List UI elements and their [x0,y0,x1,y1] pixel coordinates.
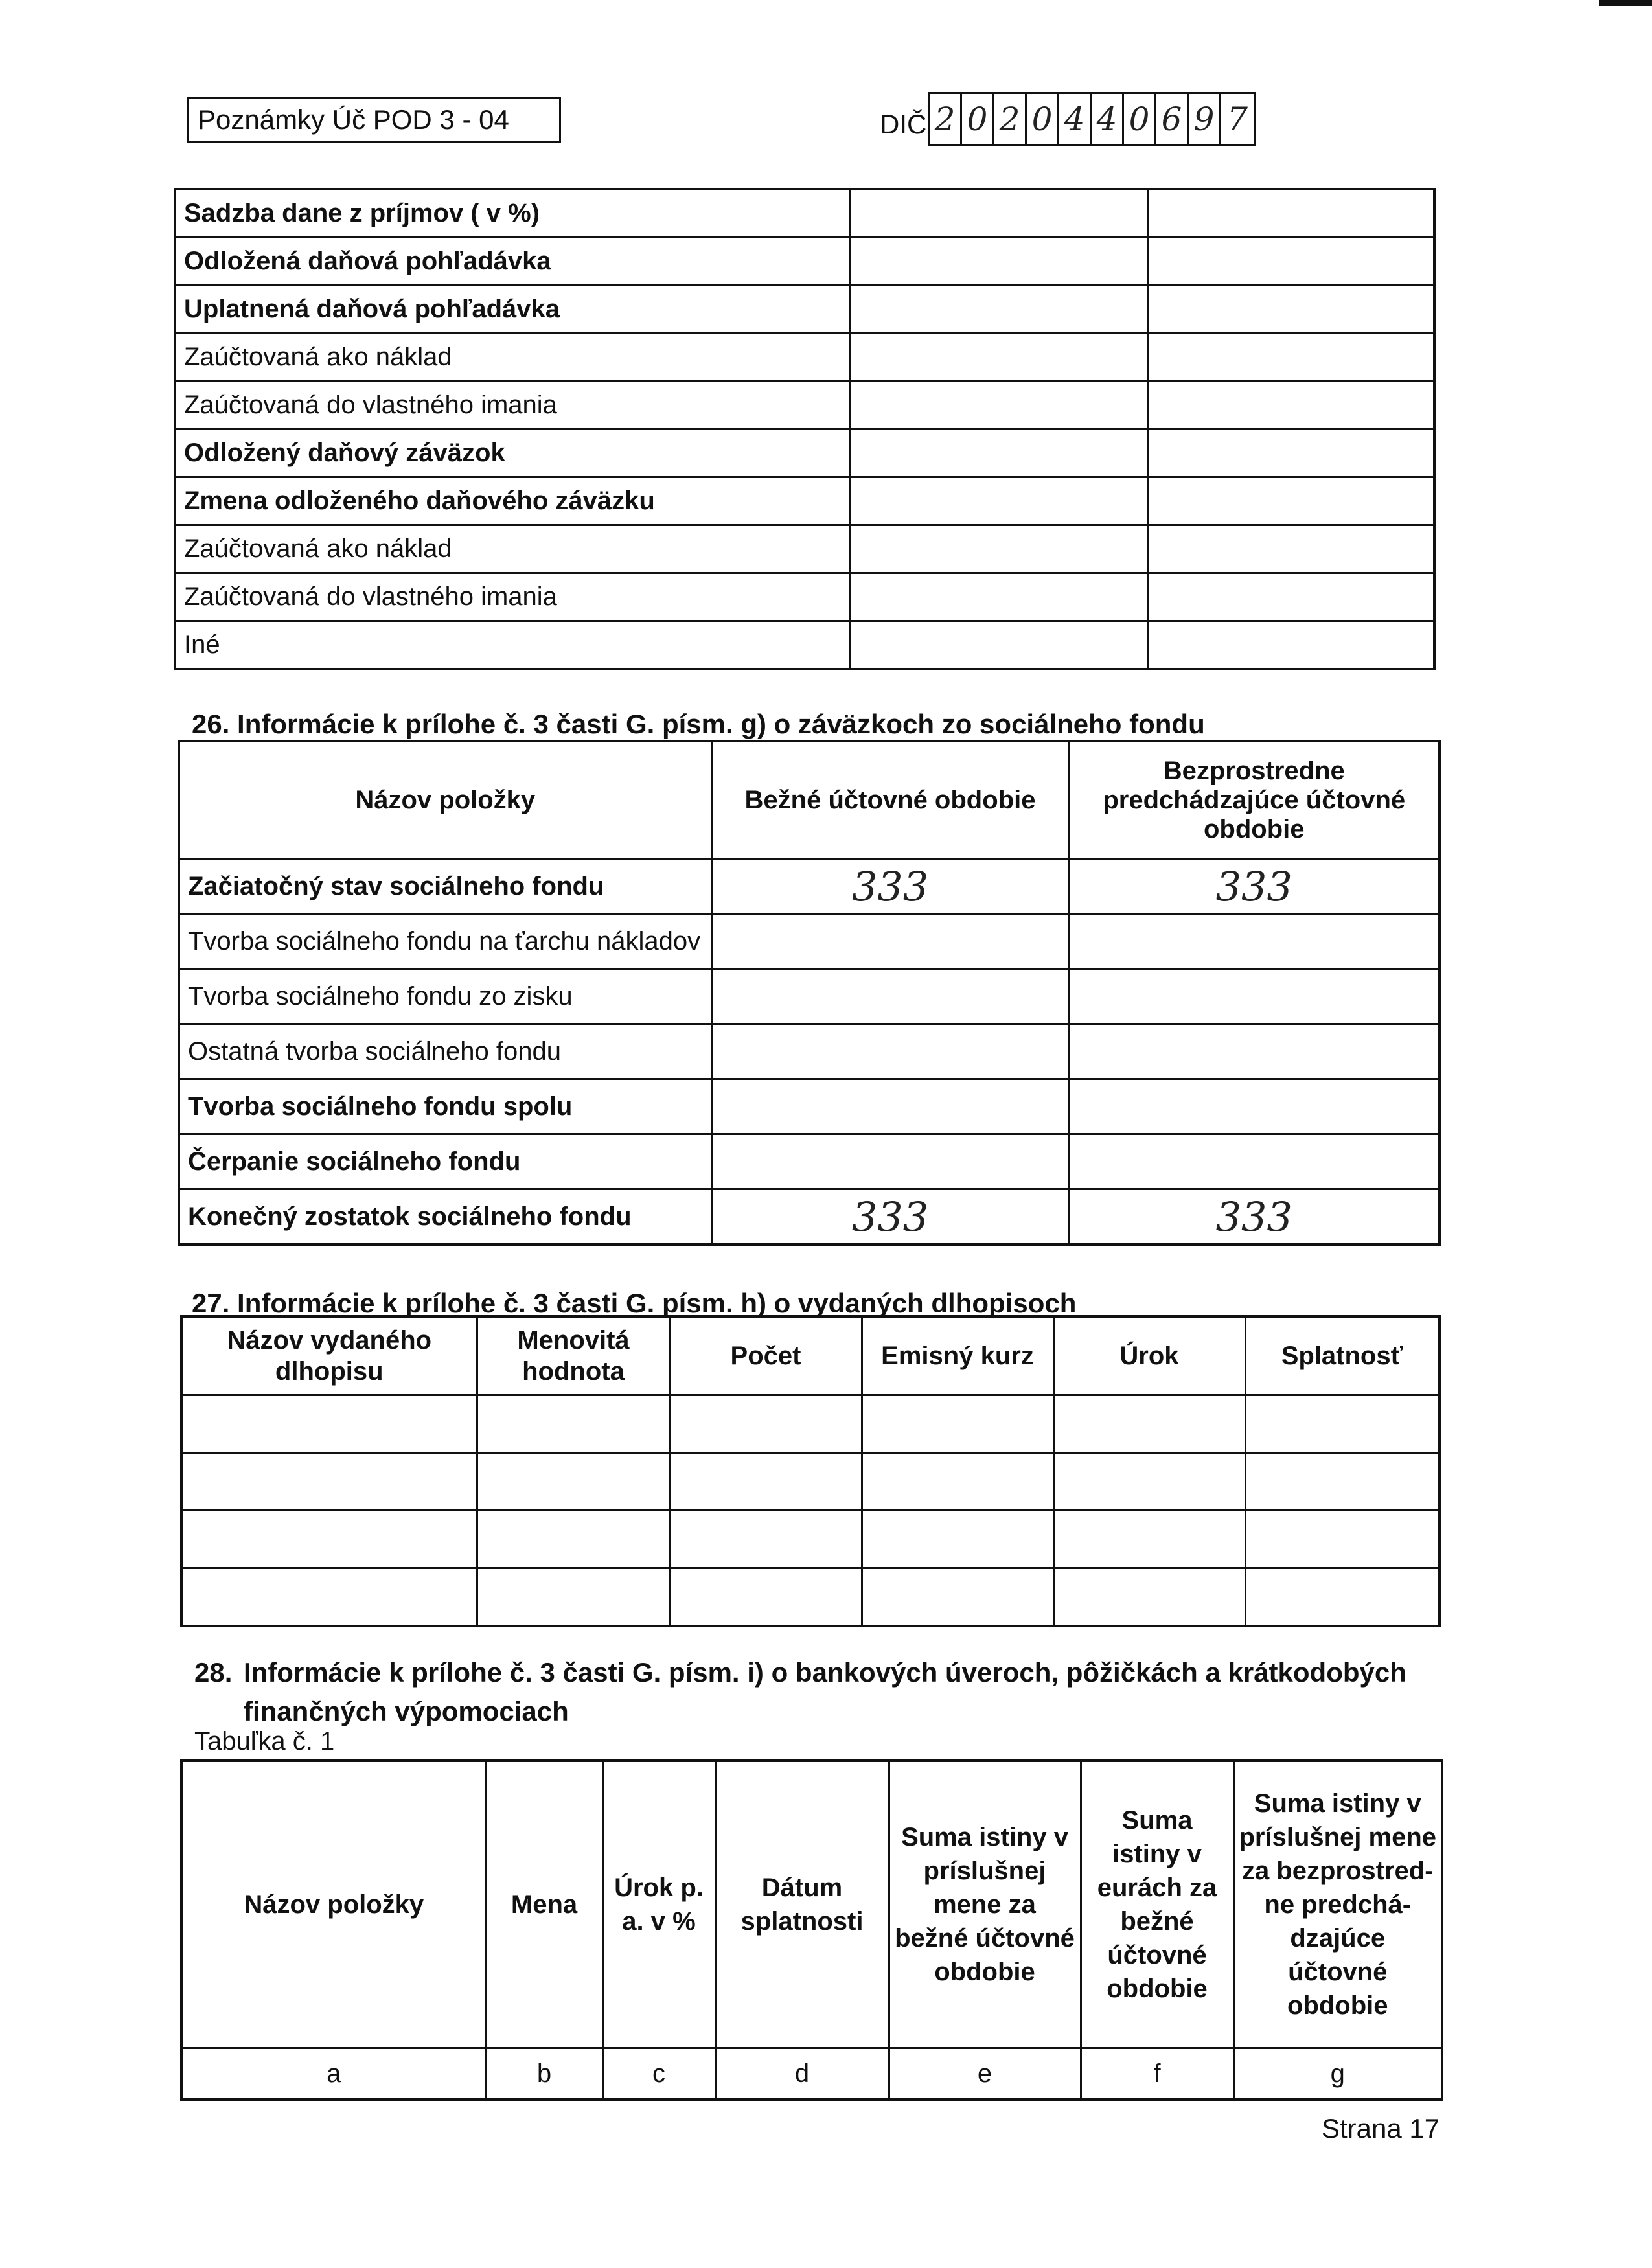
table-cell[interactable] [181,1395,477,1453]
value-cell-previous[interactable] [1148,525,1434,573]
table-row [179,1134,1440,1189]
section-title-line: Informácie k prílohe č. 3 časti G. písm. i) o bankových úveroch, pôžičkách a krátkodobých [244,1657,1406,1688]
value-cell-previous[interactable] [1148,621,1434,670]
table-row [175,286,1434,334]
table-row [181,1568,1440,1627]
row-label: Iné [175,621,850,670]
section-28-title [194,1653,1432,1731]
row-label: Odložený daňový záväzok [175,430,850,477]
column-letter: c [602,2048,715,2100]
column-header: Emisný kurz [862,1316,1053,1395]
table-cell[interactable] [1053,1568,1245,1627]
column-header: Názov položky [181,1761,486,2048]
row-label: Odložená daňová pohľadávka [175,238,850,286]
value-cell-current[interactable] [850,189,1148,238]
deferred-tax-table [174,188,1436,670]
row-label: Zaúčtovaná do vlastného imania [175,382,850,430]
value-cell-current[interactable] [850,621,1148,670]
row-label: Zaúčtovaná ako náklad [175,334,850,382]
column-letter: g [1233,2048,1442,2100]
value-cell-previous[interactable] [1069,1079,1440,1134]
dic-label: DIČ [880,109,927,139]
table-row [179,1024,1440,1079]
value-cell-previous[interactable] [1148,477,1434,525]
column-header: Bežné účtovné obdobie [711,741,1069,859]
table-cell[interactable] [862,1395,1053,1453]
value-cell-previous[interactable] [1148,238,1434,286]
table-row [175,334,1434,382]
dic-number-boxes [928,92,1256,146]
value-cell-current[interactable] [850,382,1148,430]
handwritten-value[interactable]: 333 [1069,859,1440,914]
table-row [175,621,1434,670]
table-cell[interactable] [181,1511,477,1568]
table-cell[interactable] [1245,1568,1440,1627]
value-cell-current[interactable] [850,238,1148,286]
dic-digit[interactable]: 0 [1027,94,1059,144]
table-cell[interactable] [1245,1511,1440,1568]
column-header: Názov vydaného dlhopisu [181,1316,477,1395]
table-header-row [179,741,1440,859]
table-row [179,969,1440,1024]
section-number: 28. [194,1657,233,1688]
dic-digit[interactable]: 0 [962,94,994,144]
section-27-title: 27. Informácie k prílohe č. 3 časti G. písm. h) o vydaných dlhopisoch [192,1288,1077,1318]
table-row [179,1189,1440,1245]
column-header: Suma istiny v príslušnej mene za bezprostred-ne predchá-dzajúce účtovné obdobie [1233,1761,1442,2048]
row-label: Konečný zostatok sociálneho fondu [179,1189,711,1245]
table-cell[interactable] [670,1453,862,1511]
row-label: Zaúčtovaná ako náklad [175,525,850,573]
row-label: Tvorba sociálneho fondu spolu [179,1079,711,1134]
dic-digit[interactable]: 7 [1227,100,1248,138]
value-cell-current[interactable] [850,573,1148,621]
row-label: Uplatnená daňová pohľadávka [175,286,850,334]
bonds-table [180,1315,1441,1627]
value-cell-current[interactable] [850,334,1148,382]
table-row [175,382,1434,430]
dic-digit[interactable]: 9 [1189,94,1221,144]
table-row [175,525,1434,573]
table-cell[interactable] [477,1453,670,1511]
column-header: Mena [486,1761,602,2048]
table-cell[interactable] [477,1568,670,1627]
table-row [179,914,1440,969]
value-cell-previous[interactable] [1148,573,1434,621]
value-cell-current[interactable] [850,525,1148,573]
column-header: Počet [670,1316,862,1395]
row-label: Zaúčtovaná do vlastného imania [175,573,850,621]
column-letter-row [181,2048,1442,2100]
table-row [181,1395,1440,1453]
value-cell-previous[interactable] [1148,189,1434,238]
table-cell[interactable] [1245,1453,1440,1511]
section-26-title: 26. Informácie k prílohe č. 3 časti G. písm. g) o záväzkoch zo sociálneho fondu [192,709,1205,739]
table-cell[interactable] [1053,1453,1245,1511]
value-cell-previous[interactable] [1069,914,1440,969]
value-cell-previous[interactable] [1148,334,1434,382]
table-row [175,573,1434,621]
value-cell-previous[interactable] [1148,382,1434,430]
table-row [175,477,1434,525]
value-cell-current[interactable] [850,477,1148,525]
column-header: Suma istiny v eurách za bežné účtovné obdobie [1081,1761,1233,2048]
column-header: Bezprostredne predchádzajúce účtovné obdobie [1069,741,1440,859]
table-row [181,1511,1440,1568]
page-number: Strana 17 [1322,2113,1440,2144]
table-cell[interactable] [181,1453,477,1511]
column-letter: f [1081,2048,1233,2100]
value-cell-current[interactable] [711,1024,1069,1079]
value-cell-current[interactable] [711,1079,1069,1134]
table-cell[interactable] [862,1453,1053,1511]
table-cell[interactable] [477,1511,670,1568]
dic-digit[interactable]: 4 [1059,94,1092,144]
table-cell[interactable] [862,1511,1053,1568]
table-row [175,238,1434,286]
column-letter: e [889,2048,1081,2100]
column-header: Názov položky [179,741,711,859]
table-cell[interactable] [1245,1395,1440,1453]
table-row [175,189,1434,238]
column-header: Splatnosť [1245,1316,1440,1395]
form-label: Poznámky Úč POD 3 - 04 [187,97,561,143]
handwritten-value[interactable]: 333 [1069,1189,1440,1245]
table-cell[interactable] [477,1395,670,1453]
column-header: Úrok p. a. v % [602,1761,715,2048]
table-row [175,430,1434,477]
table-row [179,1079,1440,1134]
social-fund-table [178,740,1441,1246]
row-label: Sadzba dane z príjmov ( v %) [175,189,850,238]
value-cell-previous[interactable] [1069,969,1440,1024]
value-cell-previous[interactable] [1148,430,1434,477]
bank-loans-table [180,1759,1443,2101]
row-label: Tvorba sociálneho fondu zo zisku [179,969,711,1024]
column-header: Úrok [1053,1316,1245,1395]
dic-digit[interactable]: 2 [994,94,1027,144]
table-cell[interactable] [1053,1395,1245,1453]
table-label: Tabuľka č. 1 [194,1727,335,1756]
value-cell-previous[interactable] [1069,1024,1440,1079]
table-cell[interactable] [1053,1511,1245,1568]
value-cell-previous[interactable] [1148,286,1434,334]
value-cell-current[interactable] [711,969,1069,1024]
column-letter: a [181,2048,486,2100]
value-cell-previous[interactable] [1069,1134,1440,1189]
column-letter: d [715,2048,889,2100]
table-header-row [181,1761,1442,2048]
column-letter: b [486,2048,602,2100]
table-row [179,859,1440,914]
row-label: Tvorba sociálneho fondu na ťarchu nákladov [179,914,711,969]
handwritten-value[interactable]: 333 [711,859,1069,914]
table-row [181,1453,1440,1511]
column-header: Dátum splatnosti [715,1761,889,2048]
corner-scan-mark [1599,0,1652,6]
value-cell-current[interactable] [711,1134,1069,1189]
value-cell-current[interactable] [850,286,1148,334]
table-cell[interactable] [670,1568,862,1627]
table-cell[interactable] [670,1511,862,1568]
row-label: Zmena odloženého daňového záväzku [175,477,850,525]
value-cell-current[interactable] [711,914,1069,969]
handwritten-value[interactable]: 333 [711,1189,1069,1245]
dic-digit[interactable]: 6 [1156,94,1189,144]
column-header: Menovitá hodnota [477,1316,670,1395]
column-header: Suma istiny v príslušnej mene za bežné účtovné obdobie [889,1761,1081,2048]
dic-digit[interactable]: 0 [1124,94,1156,144]
dic-digit[interactable]: 4 [1092,94,1124,144]
table-cell[interactable] [181,1568,477,1627]
row-label: Čerpanie sociálneho fondu [179,1134,711,1189]
row-label: Ostatná tvorba sociálneho fondu [179,1024,711,1079]
value-cell-current[interactable] [850,430,1148,477]
dic-digit[interactable]: 2 [930,94,962,144]
row-label: Začiatočný stav sociálneho fondu [179,859,711,914]
table-cell[interactable] [670,1395,862,1453]
table-cell[interactable] [862,1568,1053,1627]
section-title-line: finančných výpomociach [244,1696,569,1726]
table-header-row [181,1316,1440,1395]
